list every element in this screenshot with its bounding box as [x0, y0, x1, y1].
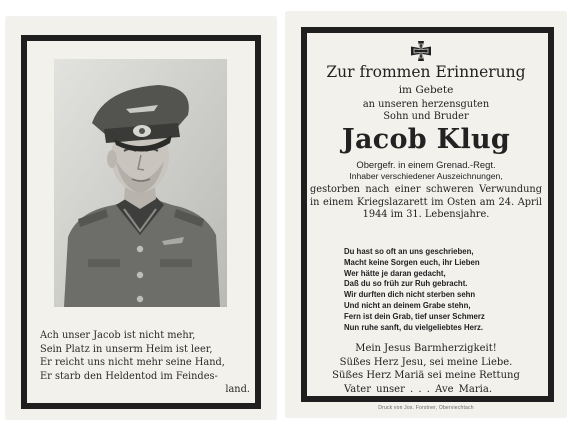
right-memorial-poem: [344, 247, 524, 333]
poem-line: Sein Platz in unserm Heim ist leer,: [40, 343, 213, 355]
poem-line: Er starb den Heldentod im Feindes-: [40, 370, 218, 382]
intro-line: an unseren herzensguten: [362, 99, 490, 110]
death-details: gestorben nach einer schweren Verwundung in einem Kriegslazarett im Osten am 24. April 1944 im 31. Lebensjahre.: [310, 184, 542, 221]
military-rank: Obergefr. in einem Grenad.-Regt.: [356, 159, 496, 170]
poem-line: Daß du so früh zur Ruh gebracht.: [344, 279, 468, 289]
poem-line: Wir durften dich nicht sterben sehn: [344, 290, 476, 300]
prayer-line: Mein Jesus Barmherzigkeit!: [355, 343, 497, 354]
poem-line: Du hast so oft an uns geschrieben,: [344, 247, 474, 256]
left-memorial-poem: [40, 329, 250, 397]
poem-line: land.: [225, 384, 250, 396]
right-card: [286, 12, 566, 417]
prayer-line: Vater unser . . . Ave Maria.: [344, 383, 493, 395]
deceased-name: Jacob Klug: [341, 124, 511, 155]
prayers-block: [306, 342, 546, 396]
soldier-portrait-photo: [54, 59, 227, 307]
poem-line: Fern ist dein Grab, tief unser Schmerz: [344, 311, 485, 321]
memorial-title: Zur frommen Erinnerung: [326, 63, 526, 81]
soldier-portrait-illustration: [54, 59, 227, 307]
intro-line: Sohn und Bruder: [383, 111, 469, 122]
left-card: [6, 17, 276, 419]
poem-line: Macht keine Sorgen euch, ihr Lieben: [344, 257, 480, 267]
awards-text: Inhaber verschiedener Auszeichnungen,: [349, 171, 503, 181]
poem-line: Nun ruhe sanft, du vielgeliebtes Herz.: [344, 322, 484, 332]
iron-cross-icon: [409, 39, 433, 63]
poem-line: Und nicht an deinem Grabe stehn,: [344, 300, 471, 310]
prayer-line: Süßes Herz Jesu, sei meine Liebe.: [339, 356, 513, 368]
poem-line: Er reicht uns nicht mehr seine Hand,: [40, 357, 225, 369]
prayer-line: Süßes Herz Mariä sei meine Rettung: [332, 370, 520, 381]
poem-line: Ach unser Jacob ist nicht mehr,: [40, 330, 196, 341]
printer-imprint: Druck von Jos. Forstner, Oberviechtach: [378, 405, 474, 411]
memorial-subtitle: im Gebete: [398, 84, 454, 96]
poem-line: Wer hätte je daran gedacht,: [344, 268, 446, 278]
